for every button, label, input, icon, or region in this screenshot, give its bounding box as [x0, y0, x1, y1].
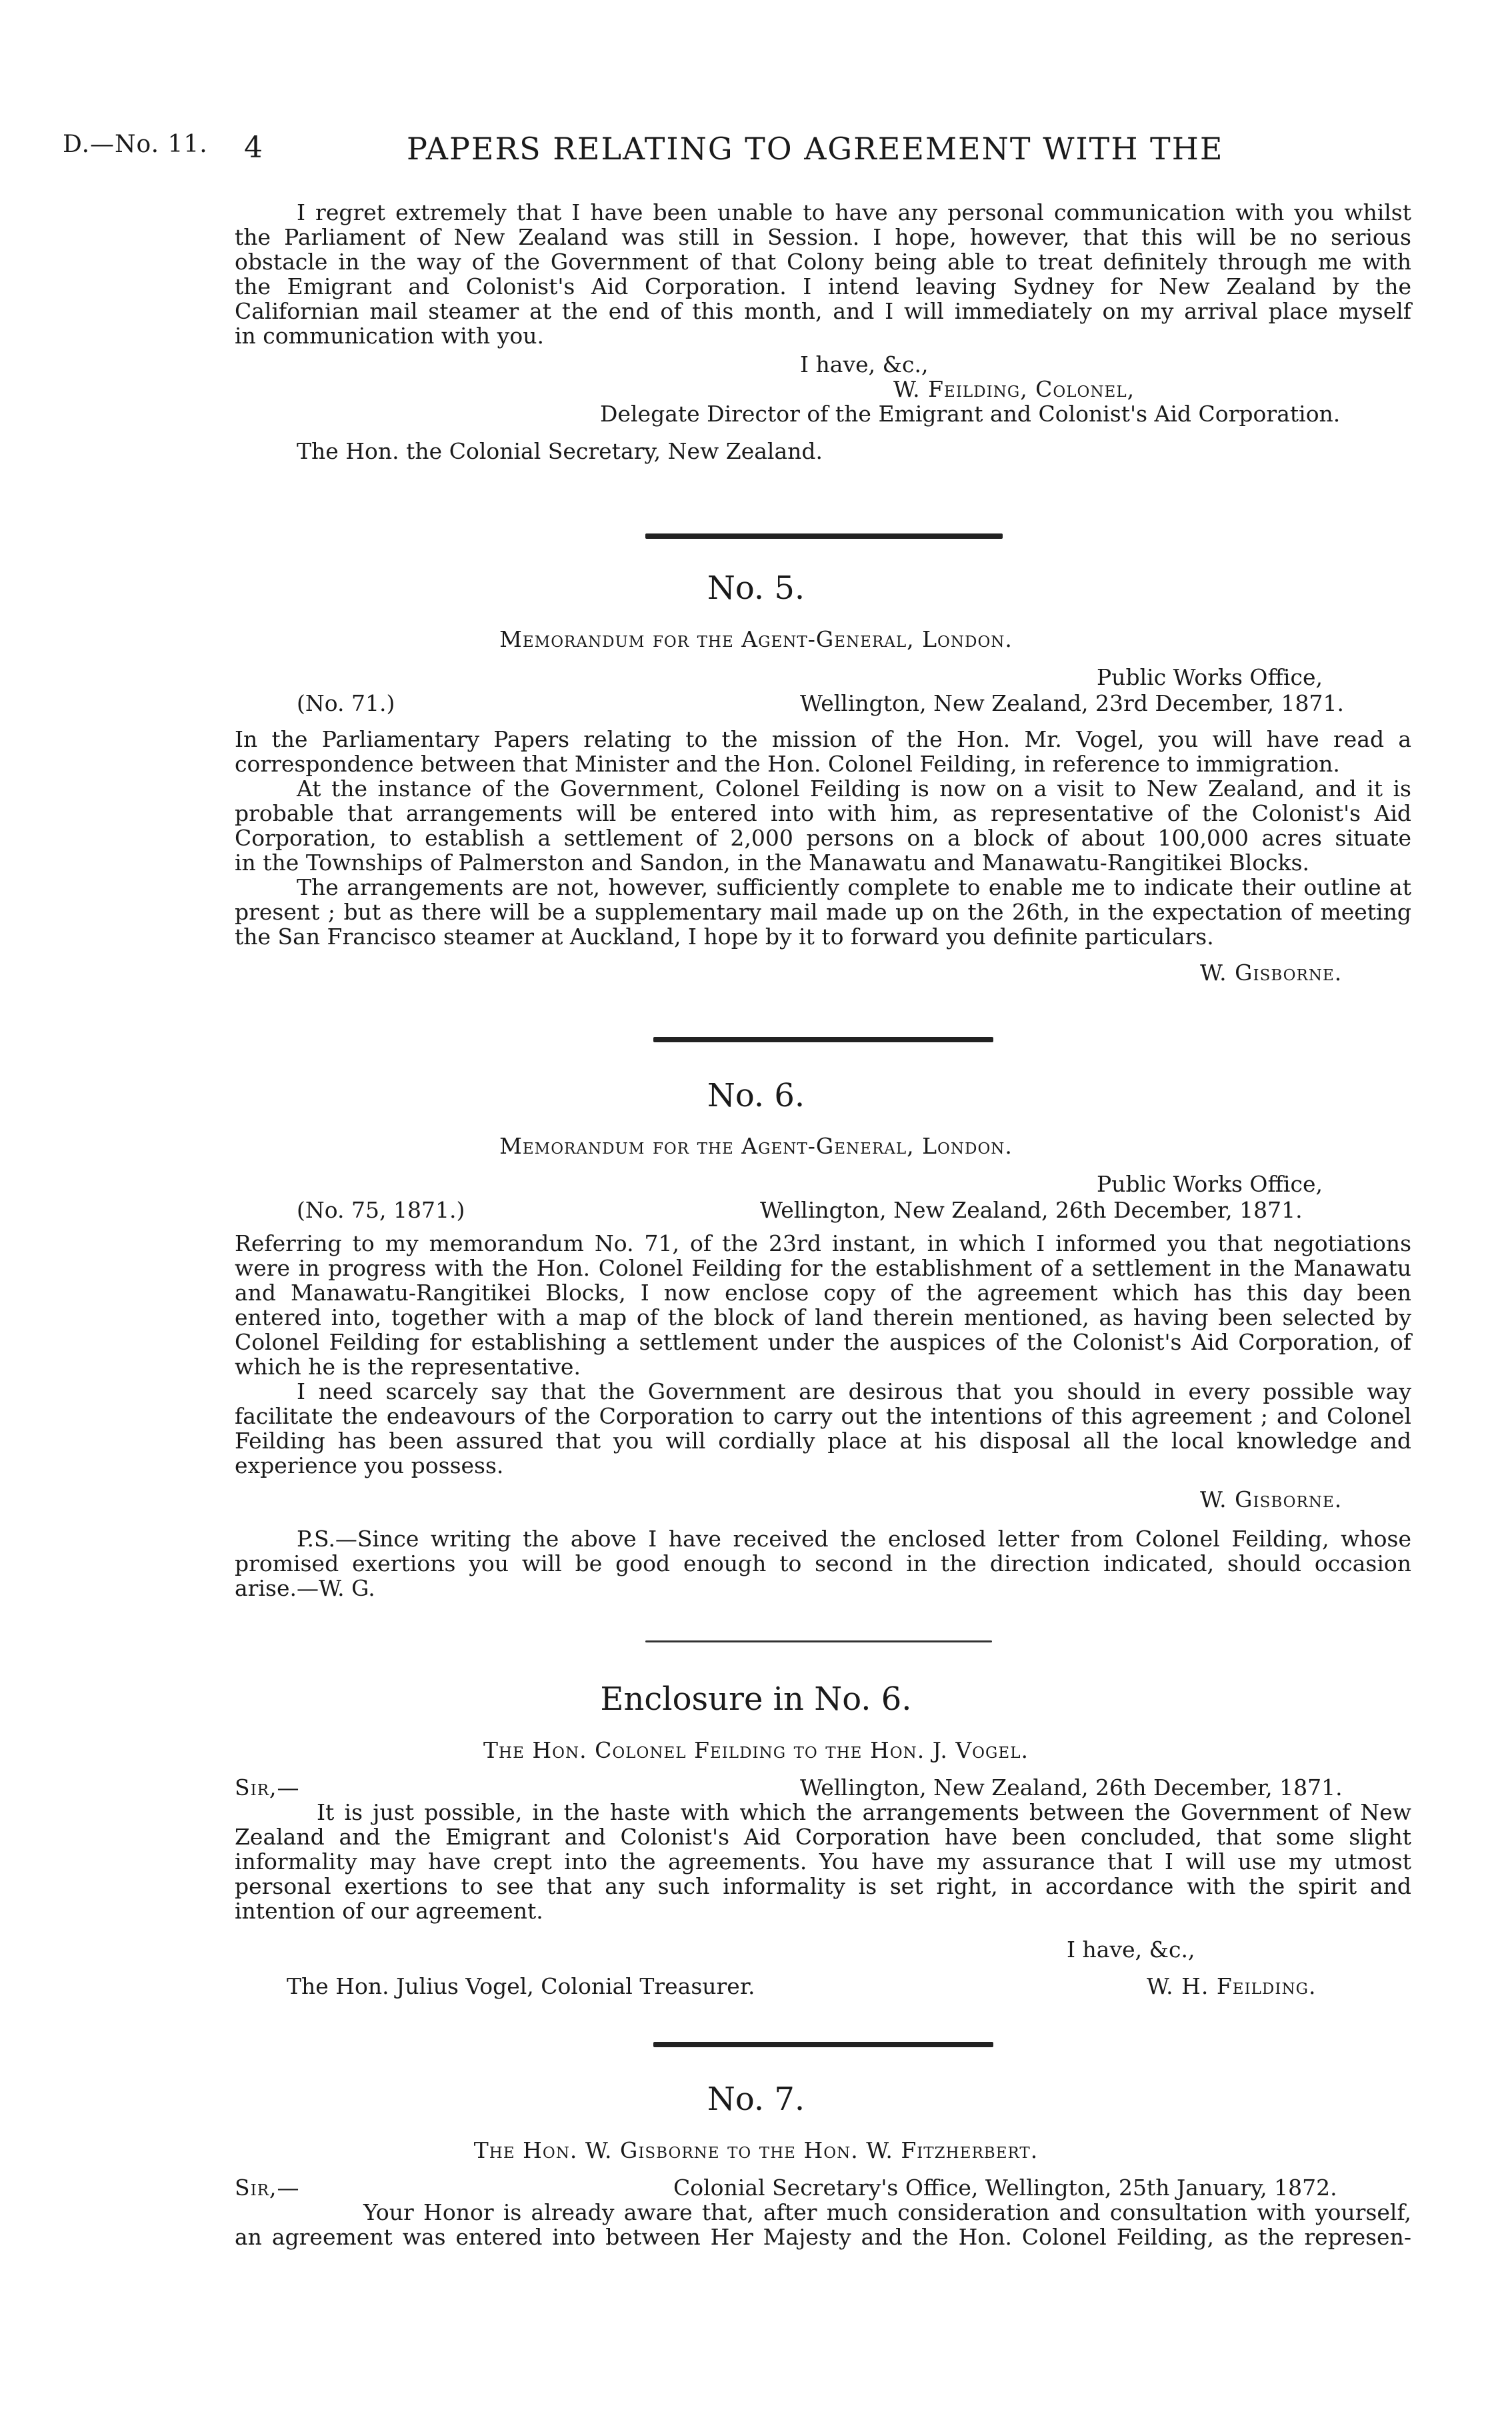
postscript-line: promised exertions you will be good enough to second in the direction indicated, should occasion [235, 1550, 1411, 1576]
memo-date-no5: Wellington, New Zealand, 23rd December, 1871. [800, 690, 1344, 716]
office-no6: Public Works Office, [1097, 1171, 1323, 1197]
letter-line: personal exertions to see that any such informality is set right, in accordance with the spirit and [235, 1873, 1411, 1899]
salutation-no7: Sir,— [235, 2175, 300, 2201]
memo-date-no6: Wellington, New Zealand, 26th December, 1871. [760, 1197, 1303, 1223]
section-subheading-no6: Memorandum for the Agent-General, London. [499, 1133, 1013, 1159]
memo-line: which he is the representative. [235, 1354, 581, 1380]
memo-line: At the instance of the Government, Colonel Feilding is now on a visit to New Zealand, and it is [297, 776, 1411, 802]
letter-date-no7: Colonial Secretary's Office, Wellington, 25th January, 1872. [673, 2175, 1337, 2201]
memo-line: Referring to my memorandum No. 71, of the 23rd instant, in which I informed you that negotiations [235, 1230, 1411, 1256]
letter-line: the Parliament of New Zealand was still in Session. I hope, however, that this will be no serious [235, 224, 1411, 250]
letter-line: in communication with you. [235, 323, 544, 349]
office-no5: Public Works Office, [1097, 664, 1323, 690]
memo-line: In the Parliamentary Papers relating to the mission of the Hon. Mr. Vogel, you will have read a [235, 726, 1411, 752]
section-subheading-no5: Memorandum for the Agent-General, London. [499, 626, 1013, 652]
section-divider [645, 1640, 992, 1642]
letter-line: Zealand and the Emigrant and Colonist's Aid Corporation have been concluded, that some slight [235, 1824, 1411, 1850]
postscript-line: arise.—W. G. [235, 1575, 375, 1601]
memo-line: Feilding has been assured that you will cordially place at his disposal all the local knowledge and [235, 1428, 1411, 1454]
letter-line: It is just possible, in the haste with which the arrangements between the Government of New [317, 1799, 1411, 1825]
letter-closing: I have, &c., [800, 351, 929, 377]
section-divider [645, 533, 1003, 539]
memo-line: in the Townships of Palmerston and Sandon, in the Manawatu and Manawatu-Rangitikei Blocks. [235, 850, 1310, 876]
memo-line: experience you possess. [235, 1452, 504, 1478]
memo-line: probable that arrangements will be entered into with him, as representative of the Colonist's Aid [235, 800, 1411, 826]
memo-line: were in progress with the Hon. Colonel Feilding for the establishment of a settlement in the Manawatu [235, 1255, 1411, 1281]
section-heading-enclosure: Enclosure in No. 6. [600, 1680, 912, 1718]
letter-date-enclosure: Wellington, New Zealand, 26th December, 1871. [800, 1774, 1343, 1800]
letter-closing-enclosure: I have, &c., [1067, 1937, 1195, 1963]
letter-line: Your Honor is already aware that, after much consideration and consultation with yourself, [363, 2199, 1411, 2225]
memo-line: Corporation, to establish a settlement of 2,000 persons on a block of about 100,000 acres situate [235, 825, 1411, 851]
letter-line: obstacle in the way of the Government of that Colony being able to treat definitely through me with [235, 249, 1411, 275]
salutation-enclosure: Sir,— [235, 1774, 300, 1800]
memo-line: present ; but as there will be a supplementary mail made up on the 26th, in the expectation of meeting [235, 899, 1411, 925]
memo-line: entered into, together with a map of the block of land therein mentioned, as having been selected by [235, 1304, 1411, 1330]
memo-line: and Manawatu-Rangitikei Blocks, I now enclose copy of the agreement which has this day been [235, 1280, 1411, 1306]
page-number: 4 [244, 131, 263, 165]
section-subheading-enclosure: The Hon. Colonel Feilding to the Hon. J. Vogel. [483, 1737, 1029, 1763]
section-heading-no6: No. 6. [707, 1077, 805, 1114]
section-divider [653, 2042, 993, 2047]
document-reference: D.—No. 11. [63, 131, 208, 158]
letter-addressee: The Hon. the Colonial Secretary, New Zealand. [297, 438, 823, 464]
letter-line: I regret extremely that I have been unable to have any personal communication with you whilst [297, 199, 1411, 225]
letter-line: an agreement was entered into between Her Majesty and the Hon. Colonel Feilding, as the represen- [235, 2224, 1411, 2250]
postscript-line: P.S.—Since writing the above I have received the enclosed letter from Colonel Feilding, whose [297, 1526, 1411, 1552]
letter-line: intention of our agreement. [235, 1898, 543, 1924]
signature-enclosure: W. H. Feilding. [1147, 1973, 1317, 1999]
memo-line: Colonel Feilding for establishing a settlement under the auspices of the Colonist's Aid Corporation, of [235, 1329, 1411, 1355]
letter-addressee-enclosure: The Hon. Julius Vogel, Colonial Treasurer. [287, 1973, 755, 1999]
letter-line: the Emigrant and Colonist's Aid Corporation. I intend leaving Sydney for New Zealand by the [235, 273, 1411, 299]
memo-line: facilitate the endeavours of the Corporation to carry out the intentions of this agreement ; and Colonel [235, 1403, 1411, 1429]
letter-signature: W. Feilding, Colonel, [893, 376, 1135, 402]
memo-line: I need scarcely say that the Government are desirous that you should in every possible way [297, 1378, 1411, 1404]
page-title: PAPERS RELATING TO AGREEMENT WITH THE [407, 131, 1224, 167]
signature-no6: W. Gisborne. [1200, 1486, 1343, 1512]
memo-line: The arrangements are not, however, sufficiently complete to enable me to indicate their outline at [297, 874, 1411, 900]
section-heading-no7: No. 7. [707, 2081, 805, 2118]
signatory-title: Delegate Director of the Emigrant and Colonist's Aid Corporation. [600, 401, 1341, 427]
section-subheading-no7: The Hon. W. Gisborne to the Hon. W. Fitzherbert. [473, 2137, 1039, 2163]
memo-reference-no5: (No. 71.) [297, 690, 395, 716]
memo-reference-no6: (No. 75, 1871.) [297, 1197, 465, 1223]
letter-line: informality may have crept into the agreements. You have my assurance that I will use my utmost [235, 1849, 1411, 1875]
signature-no5: W. Gisborne. [1200, 960, 1343, 986]
memo-line: the San Francisco steamer at Auckland, I hope by it to forward you definite particulars. [235, 924, 1214, 950]
section-heading-no5: No. 5. [707, 569, 805, 607]
section-divider [653, 1037, 993, 1042]
memo-line: correspondence between that Minister and the Hon. Colonel Feilding, in reference to immigration. [235, 751, 1340, 777]
letter-line: Californian mail steamer at the end of this month, and I will immediately on my arrival place myself [235, 298, 1411, 324]
